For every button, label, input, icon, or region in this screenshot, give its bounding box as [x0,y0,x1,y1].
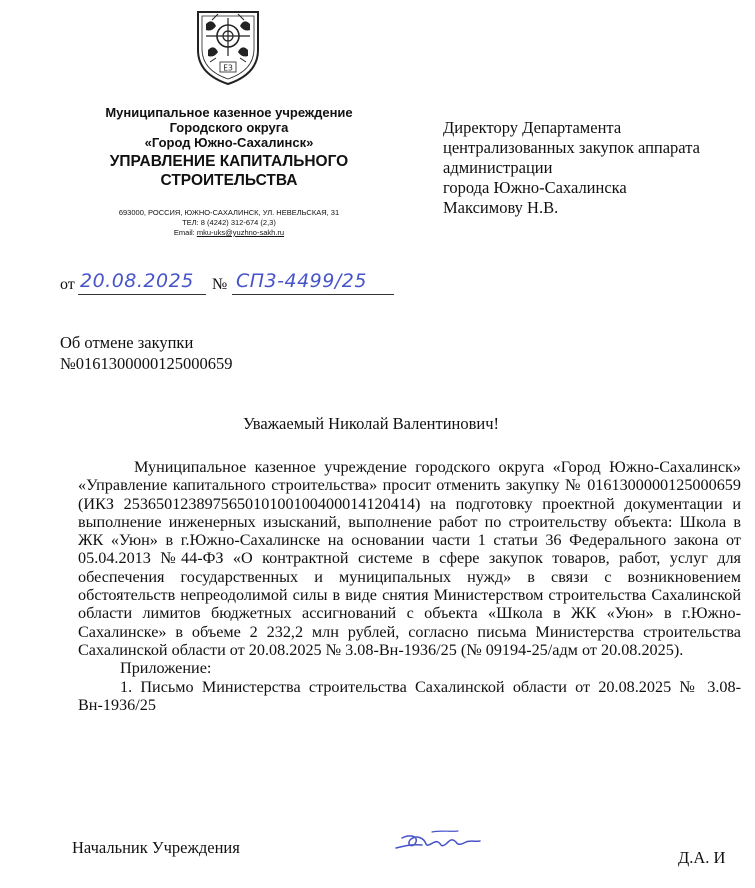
salutation: Уважаемый Николай Валентинович! [242,414,500,433]
number-label: № [212,276,228,293]
attachments-label: Приложение: [120,659,212,678]
registration-number: СП3-4499/25 [236,270,367,292]
attachment-item: 1. Письмо Министерства строительства Сахалинской области от 20.08.2025 № 3.08-Вн-1936/25 [78,677,741,714]
org-line-1: Муниципальное казенное учреждение [105,105,353,120]
org-address: 693000, РОССИЯ, ЮЖНО-САХАЛИНСК, УЛ. НЕВЕЛЬСКАЯ, 31 [118,208,340,217]
letter-body [78,458,741,714]
signer-name: Д.А. И [678,848,726,867]
recipient-block [443,118,749,218]
recipient-line-3: администрации [443,158,553,177]
org-email-link[interactable]: mku-uks@yuzhno-sakh.ru [196,228,285,237]
date-underline [78,294,206,295]
org-header [60,105,398,150]
recipient-line-4: города Южно-Сахалинска [443,178,627,197]
subject-block [60,332,360,374]
org-line-3: «Город Южно-Сахалинск» [144,135,314,150]
org-line-2: Городского округа [169,120,289,135]
recipient-line-5: Максимову Н.В. [443,198,559,217]
subject-line-2: №0161300000125000659 [60,354,233,373]
coat-of-arms-icon [190,6,266,86]
svg-text:ЕЗ: ЕЗ [223,63,233,73]
signer-position: Начальник Учреждения [72,838,240,857]
number-underline [232,294,394,295]
org-email-label: Email: [173,228,195,237]
recipient-line-1: Директору Департамента [443,118,622,137]
registration-line [60,268,400,298]
handwritten-signature [392,826,484,856]
org-contacts [60,208,398,238]
subject-line-1: Об отмене закупки [60,333,194,352]
body-paragraph: Муниципальное казенное учреждение городского округа «Город Южно-Сахалинск» «Управление капитального строительства» просит отменить закупку № 0161300000125000659 (ИКЗ 253650123897565010100100400014120414) на подготовку проектной документации и выполнение инженерных изысканий, выполнение работ по строительству объекта: Школа в ЖК «Уюн» в г.Южно-Сахалинске на основании части 1 статьи 36 Федерального закона от 05.04.2013 №44-ФЗ «О контрактной системе в сфере закупок товаров, работ, услуг для обеспечения государственных и муниципальных нужд» в связи с возникновением обстоятельств непреодолимой силы в виде снятия Министерством строительства Сахалинской области лимитов бюджетных ассигнований с объекта «Школа в ЖК «Уюн» в г.Южно-Сахалинске» в объеме 2 232,2 млн рублей, согласно письма Министерства строительства Сахалинской области от 20.08.2025 № 3.08-Вн-1936/25 (№ 09194-25/адм от 20.08.2025). [78,458,741,659]
org-name-line-2: СТРОИТЕЛЬСТВА [160,172,298,189]
org-phone: ТЕЛ: 8 (4242) 312-674 (2,3) [182,218,276,227]
recipient-line-2: централизованных закупок аппарата [443,138,700,157]
date-label: от [60,276,75,293]
org-email-row [60,228,398,238]
org-name [60,152,398,190]
org-name-line-1: УПРАВЛЕНИЕ КАПИТАЛЬНОГО [109,153,349,170]
registration-date: 20.08.2025 [80,270,194,292]
